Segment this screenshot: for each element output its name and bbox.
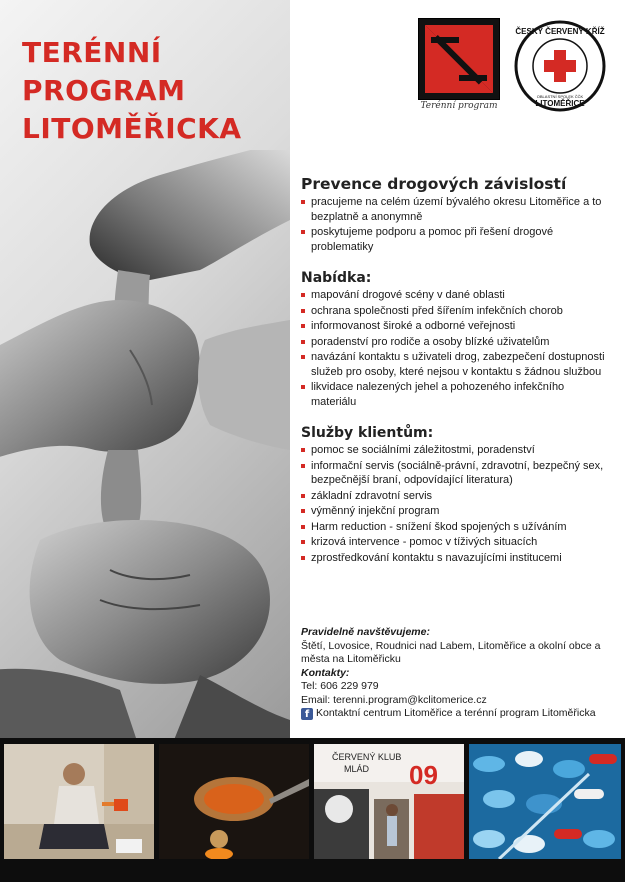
prevention-list xyxy=(301,195,611,254)
mural-text-1: ČERVENÝ KLUB xyxy=(332,752,402,762)
offer-section xyxy=(301,270,611,409)
prevention-section xyxy=(301,175,611,254)
contact-block xyxy=(301,626,619,721)
list-item: poradenství pro rodiče a osoby blízké uživatelům xyxy=(301,335,611,350)
list-item: základní zdravotní servis xyxy=(301,489,611,504)
facebook-link[interactable] xyxy=(301,707,619,721)
ck-text-mid: OBLASTNÍ SPOLEK ČČK xyxy=(536,94,584,99)
contacts-label: Kontakty: xyxy=(301,666,350,679)
mural-text-3: 09 xyxy=(409,760,438,790)
list-item: ochrana společnosti před šířením infekčních chorob xyxy=(301,304,611,319)
email-address[interactable]: Email: terenni.program@kclitomerice.cz xyxy=(301,693,487,706)
offer-heading: Nabídka: xyxy=(301,270,372,286)
list-item: Harm reduction - snížení škod spojených s užíváním xyxy=(301,520,611,535)
photo-strip xyxy=(0,738,625,882)
title-line-2: PROGRAM xyxy=(22,74,186,107)
terenni-program-logo xyxy=(418,18,500,100)
cesky-cerveny-kriz-logo xyxy=(514,20,606,112)
main-content xyxy=(301,175,611,581)
linked-hands-image xyxy=(0,150,290,738)
hands-photo-panel xyxy=(0,0,290,738)
list-item: pomoc se sociálními záležitostmi, poradenství xyxy=(301,443,611,458)
photo-worker-collecting-needles xyxy=(4,744,154,859)
ck-text-top: ČESKÝ ČERVENÝ KŘÍŽ xyxy=(515,27,605,36)
visits-text: Štětí, Lovosice, Roudnici nad Labem, Litoměřice a okolní obce a města na Litoměřicku xyxy=(301,639,601,665)
services-heading: Služby klientům: xyxy=(301,425,434,441)
services-section xyxy=(301,425,611,565)
list-item: zprostředkování kontaktu s navazujícími institucemi xyxy=(301,551,611,566)
poster-title xyxy=(22,34,242,148)
facebook-text: Kontaktní centrum Litoměřice a terénní program Litoměřicka xyxy=(316,707,596,719)
logos-area xyxy=(418,18,608,118)
phone-number[interactable]: Tel: 606 229 979 xyxy=(301,680,379,692)
photo-club-mural xyxy=(314,744,464,859)
offer-list xyxy=(301,288,611,409)
list-item: informační servis (sociálně-právní, zdravotní, bezpečný sex, bezpečnější braní, odpovídající literatura) xyxy=(301,459,611,488)
photo-spoon-heating xyxy=(159,744,309,859)
list-item: informovanost široké a odborné veřejnosti xyxy=(301,319,611,334)
ck-text-bottom: LITOMĚŘICE xyxy=(535,99,585,108)
list-item: navázání kontaktu s uživateli drog, zabezpečení dostupnosti služeb pro osoby, které nejsou v kontaktu s žádnou službou xyxy=(301,350,611,379)
list-item: výměnný injekční program xyxy=(301,504,611,519)
mural-text-2: MLÁD xyxy=(344,764,370,774)
list-item: krizová intervence - pomoc v tíživých situacích xyxy=(301,535,611,550)
title-line-3: LITOMĚŘICKA xyxy=(22,112,242,145)
list-item: mapování drogové scény v dané oblasti xyxy=(301,288,611,303)
visits-label: Pravidelně navštěvujeme: xyxy=(301,626,430,638)
photo-pills xyxy=(469,744,621,859)
services-list xyxy=(301,443,611,565)
prevention-heading: Prevence drogových závislostí xyxy=(301,175,567,193)
list-item: poskytujeme podporu a pomoc při řešení drogové problematiky xyxy=(301,225,611,254)
list-item: pracujeme na celém území bývalého okresu Litoměřice a to bezplatně a anonymně xyxy=(301,195,611,224)
terenni-program-logo-caption: Terénní program xyxy=(420,101,498,111)
facebook-icon: f xyxy=(301,708,313,720)
title-line-1: TERÉNNÍ xyxy=(22,36,162,69)
list-item: likvidace nalezených jehel a pohozeného infekčního materiálu xyxy=(301,380,611,409)
